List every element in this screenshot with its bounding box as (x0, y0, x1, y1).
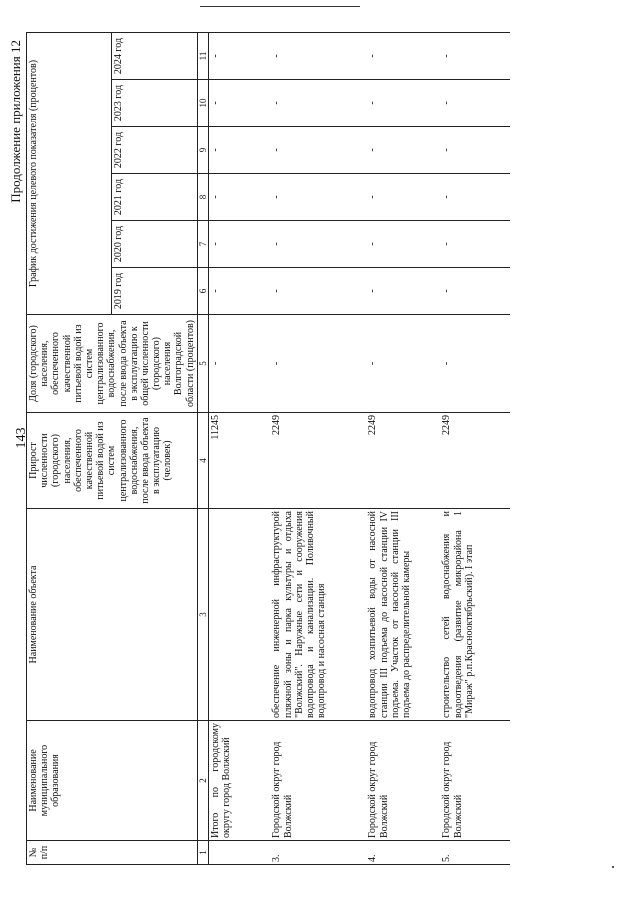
header-year-2022: 2022 год (112, 127, 197, 174)
header-year-2020: 2020 год (112, 221, 197, 268)
row-year-value: - (440, 127, 510, 174)
total-year-value: - (208, 268, 270, 315)
row-growth: 2249 (440, 413, 510, 509)
row-year-value: - (270, 32, 366, 79)
total-num-cell (208, 841, 270, 865)
total-share: - (208, 315, 270, 413)
table-row (270, 32, 366, 864)
data-table (26, 32, 510, 865)
total-year-value: - (208, 174, 270, 221)
row-object: обеспечение инженерной инфраструктурой пляжной зоны и парка культуры и отдыха "Волжский". Наружные сети и сооружения водопровода и канализации. Поливочный водопровод и насосная станция (270, 509, 366, 721)
header-municipality: Наименование муниципального образования (27, 721, 198, 841)
header-year-2023: 2023 год (112, 80, 197, 127)
header-num: № п/п (27, 841, 198, 865)
header-year-2024: 2024 год (112, 32, 197, 79)
row-share: - (440, 315, 510, 413)
appendix-note: Продолжение приложения 12 (8, 40, 23, 203)
page-number: 143 (14, 427, 29, 449)
row-growth: 2249 (366, 413, 440, 509)
row-municipality: Городской округ город Волжский (440, 721, 510, 841)
row-share: - (366, 315, 440, 413)
row-share: - (270, 315, 366, 413)
row-year-value: - (270, 127, 366, 174)
header-share: Доля (городского) населения, обеспеченного качественной питьевой водой из систем централизованного водоснабжения, после ввода объекта в эксплуатацию к общей численности (городского) населения Волгоградской области (процентов) (27, 315, 198, 413)
row-year-value: - (366, 80, 440, 127)
row-year-value: - (366, 221, 440, 268)
row-object: строительство сетей водоснабжения и водоотведения (развитие микрорайона 1 "Мираж" р.п.Краснооктябрьский). I этап (440, 509, 510, 721)
row-year-value: - (366, 32, 440, 79)
column-number: 4 (197, 413, 208, 509)
row-municipality: Городской округ город Волжский (366, 721, 440, 841)
row-year-value: - (440, 268, 510, 315)
row-year-value: - (440, 32, 510, 79)
header-object: Наименование объекта (27, 509, 198, 721)
total-year-value: - (208, 80, 270, 127)
column-number: 10 (197, 80, 208, 127)
row-year-value: - (440, 174, 510, 221)
row-year-value: - (270, 221, 366, 268)
header-schedule: График достижения целевого показателя (процентов) (27, 32, 112, 314)
row-object: водопровод хозпитьевой воды от насосной станции III подъема до насосной станции IV подъема. Участок от насосной станции III подъема до распределительной камеры (366, 509, 440, 721)
column-number: 3 (197, 509, 208, 721)
row-year-value: - (440, 80, 510, 127)
total-year-value: - (208, 221, 270, 268)
total-year-value: - (208, 127, 270, 174)
row-year-value: - (440, 221, 510, 268)
column-number: 11 (197, 32, 208, 79)
column-number: 1 (197, 841, 208, 865)
table-row (366, 32, 440, 864)
column-number: 6 (197, 268, 208, 315)
row-num: 5. (440, 841, 510, 865)
column-number: 7 (197, 221, 208, 268)
column-number: 9 (197, 127, 208, 174)
total-row (208, 32, 270, 864)
total-year-value: - (208, 32, 270, 79)
row-num: 4. (366, 841, 440, 865)
column-number: 8 (197, 174, 208, 221)
total-growth: 11245 (208, 413, 270, 509)
header-year-2021: 2021 год (112, 174, 197, 221)
row-year-value: - (270, 268, 366, 315)
row-municipality: Городской округ город Волжский (270, 721, 366, 841)
row-num: 3. (270, 841, 366, 865)
row-year-value: - (270, 80, 366, 127)
row-year-value: - (366, 174, 440, 221)
header-year-2019: 2019 год (112, 268, 197, 315)
row-growth: 2249 (270, 413, 366, 509)
table-row (440, 32, 510, 864)
column-number: 2 (197, 721, 208, 841)
total-object-cell (208, 509, 270, 721)
row-year-value: - (270, 174, 366, 221)
row-year-value: - (366, 268, 440, 315)
row-year-value: - (366, 127, 440, 174)
column-number: 5 (197, 315, 208, 413)
total-label: Итого по городскому округу город Волжский (208, 721, 270, 841)
header-growth: Прирост численности (городского) населения, обеспеченного качественной питьевой водой из систем централизованного водоснабжения, после ввода объекта в эксплуатацию (человек) (27, 413, 198, 509)
